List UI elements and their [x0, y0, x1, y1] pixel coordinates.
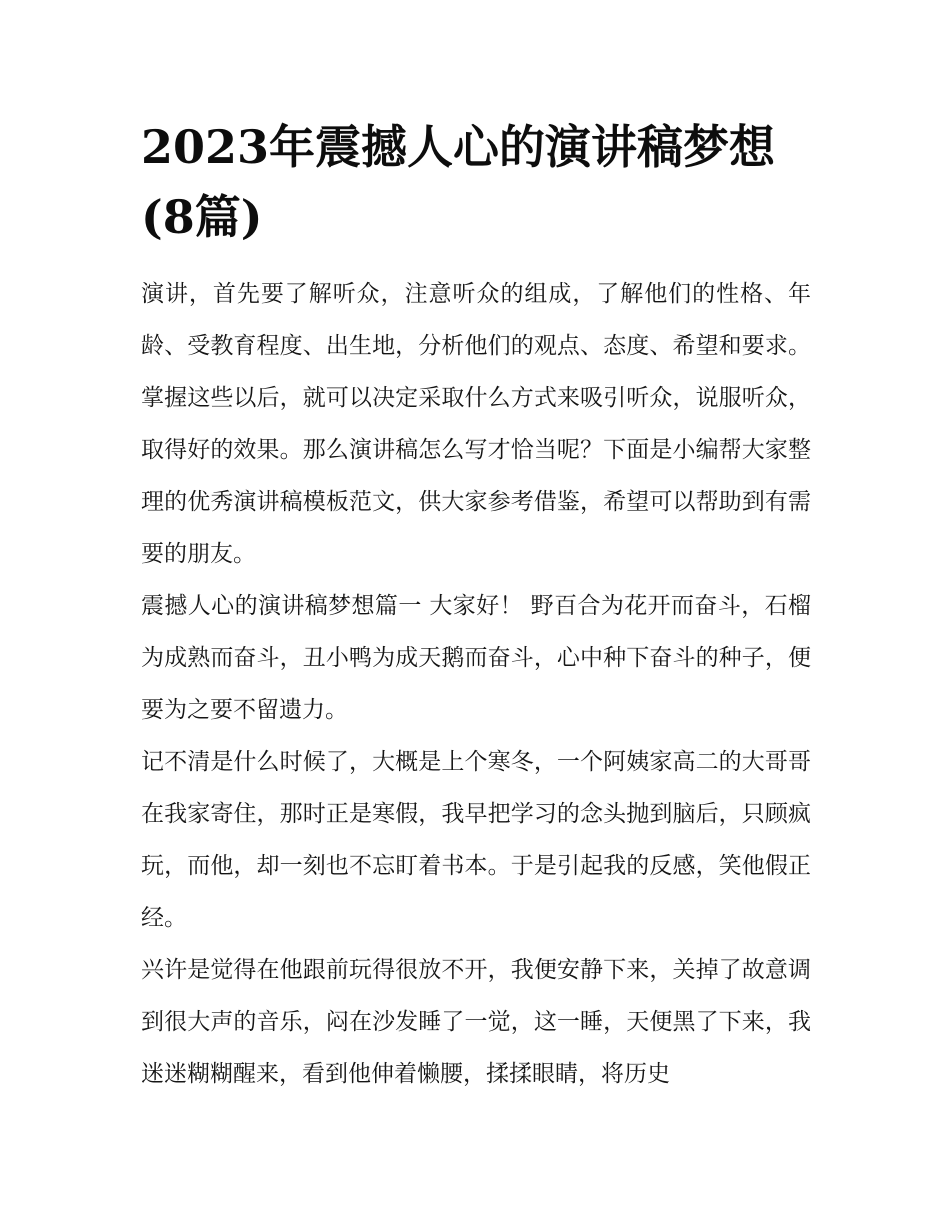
document-title: 2023年震撼人心的演讲稿梦想(8篇) [141, 120, 776, 244]
paragraph-3: 兴许是觉得在他跟前玩得很放不开，我便安静下来，关掉了故意调到很大声的音乐，闷在沙发睡了一觉，这一睡，天便黑了下来，我迷迷糊糊醒来，看到他伸着懒腰，揉揉眼睛，将历史 [141, 957, 811, 1087]
document-body [141, 112, 811, 1100]
paragraph-2: 记不清是什么时候了，大概是上个寒冬，一个阿姨家高二的大哥哥在我家寄住，那时正是寒假，我早把学习的念头抛到脑后，只顾疯玩，而他，却一刻也不忘盯着书本。于是引起我的反感，笑他假正经。 [141, 749, 811, 931]
paragraph-intro: 演讲，首先要了解听众，注意听众的组成，了解他们的性格、年龄、受教育程度、出生地，分析他们的观点、态度、希望和要求。掌握这些以后，就可以决定采取什么方式来吸引听众，说服听众，取得好的效果。那么演讲稿怎么写才恰当呢？下面是小编帮大家整理的优秀演讲稿模板范文，供大家参考借鉴，希望可以帮助到有需要的朋友。 [141, 281, 811, 567]
paragraph-1: 震撼人心的演讲稿梦想篇一 大家好！ 野百合为花开而奋斗，石榴为成熟而奋斗，丑小鸭为成天鹅而奋斗，心中种下奋斗的种子，便要为之要不留遗力。 [141, 593, 811, 723]
